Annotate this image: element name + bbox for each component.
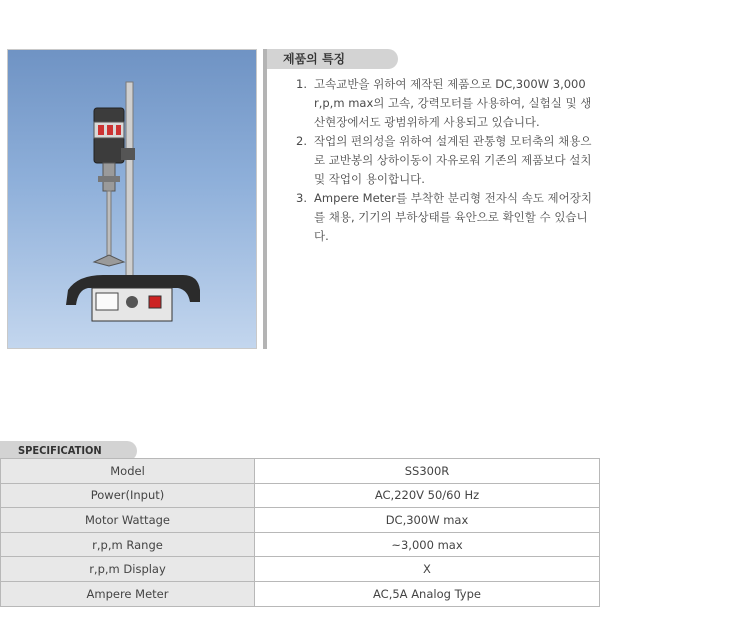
spec-value: DC,300W max xyxy=(255,508,600,533)
spec-label: Power(Input) xyxy=(1,483,255,508)
feature-item xyxy=(296,189,596,246)
features-tab xyxy=(267,49,398,69)
spec-value: ~3,000 max xyxy=(255,532,600,557)
table-row xyxy=(1,557,600,582)
spec-label: Ampere Meter xyxy=(1,581,255,606)
spec-label: Model xyxy=(1,459,255,484)
feature-text: 작업의 편의성을 위하여 설계된 관통형 모터축의 채용으로 교반봉의 상하이동이 자유로워 기존의 제품보다 설치및 작업이 용이합니다. xyxy=(314,134,592,186)
table-row xyxy=(1,459,600,484)
table-row xyxy=(1,483,600,508)
feature-text: 고속교반을 위하여 제작된 제품으로 DC,300W 3,000 r,p,m max의 고속, 강력모터를 사용하여, 실험실 및 생산현장에서도 광범위하게 사용되고 있습니다. xyxy=(314,77,592,129)
product-photo xyxy=(7,49,257,349)
table-row xyxy=(1,532,600,557)
feature-number: 1. xyxy=(296,77,307,91)
feature-text: Ampere Meter를 부착한 분리형 전자식 속도 제어장치를 채용, 기기의 부하상태를 육안으로 확인할 수 있습니다. xyxy=(314,191,592,243)
feature-number: 3. xyxy=(296,191,307,205)
overhead-stirrer-illustration xyxy=(8,50,257,349)
section-divider xyxy=(263,49,267,349)
spec-value: SS300R xyxy=(255,459,600,484)
specification-table xyxy=(0,458,600,607)
feature-item xyxy=(296,132,596,189)
spec-value: X xyxy=(255,557,600,582)
spec-value: AC,220V 50/60 Hz xyxy=(255,483,600,508)
features-title: 제품의 특징 xyxy=(283,52,346,66)
features-list xyxy=(296,75,596,246)
spec-label: Motor Wattage xyxy=(1,508,255,533)
spec-label: r,p,m Range xyxy=(1,532,255,557)
spec-label: r,p,m Display xyxy=(1,557,255,582)
table-row xyxy=(1,581,600,606)
table-row xyxy=(1,508,600,533)
feature-number: 2. xyxy=(296,134,307,148)
spec-value: AC,5A Analog Type xyxy=(255,581,600,606)
specification-title: SPECIFICATION xyxy=(18,444,102,457)
feature-item xyxy=(296,75,596,132)
